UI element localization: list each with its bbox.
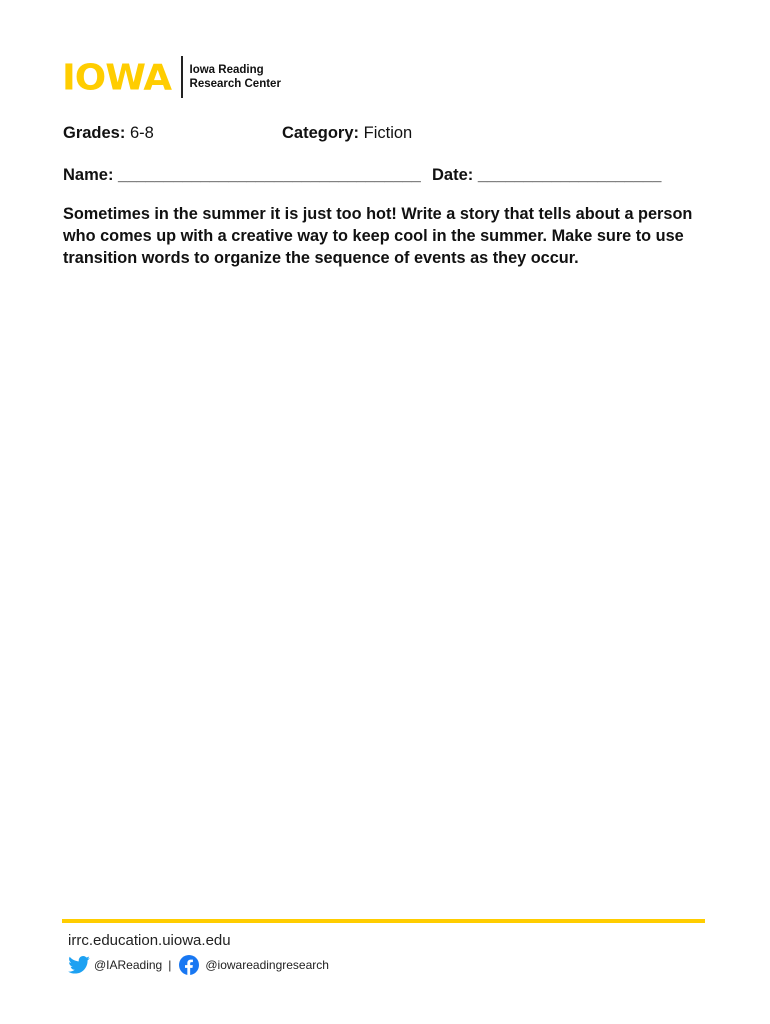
name-blank[interactable]: _________________________________	[118, 166, 421, 184]
center-name	[190, 63, 281, 91]
logo-divider	[181, 56, 183, 98]
name-field[interactable]	[63, 166, 421, 185]
name-label: Name:	[63, 166, 114, 184]
date-label: Date:	[432, 166, 474, 184]
category-value: Fiction	[363, 124, 413, 142]
category-label: Category:	[282, 124, 360, 142]
category-field	[282, 124, 412, 143]
twitter-icon[interactable]	[68, 956, 90, 974]
date-field[interactable]	[432, 166, 661, 185]
header-logo	[62, 55, 281, 99]
facebook-icon[interactable]	[179, 955, 199, 975]
center-name-line2: Research Center	[189, 78, 281, 90]
facebook-handle[interactable]: @iowareadingresearch	[205, 958, 329, 972]
iowa-wordmark: IOWA	[62, 56, 172, 98]
social-links	[68, 955, 329, 975]
grades-field	[63, 124, 154, 143]
footer-divider	[62, 919, 705, 923]
writing-prompt: Sometimes in the summer it is just too hot! Write a story that tells about a person who comes up with a creative way to keep cool in the summer. Make sure to use transition words to organize the sequence of events as they occur.	[63, 205, 693, 267]
date-blank[interactable]: ____________________	[477, 166, 662, 184]
center-name-line1: Iowa Reading	[189, 64, 264, 76]
twitter-handle[interactable]: @IAReading	[94, 958, 163, 972]
social-separator: |	[168, 958, 172, 972]
grades-value: 6-8	[129, 124, 154, 142]
grades-label: Grades:	[63, 124, 126, 142]
footer-url[interactable]: irrc.education.uiowa.edu	[68, 932, 231, 949]
